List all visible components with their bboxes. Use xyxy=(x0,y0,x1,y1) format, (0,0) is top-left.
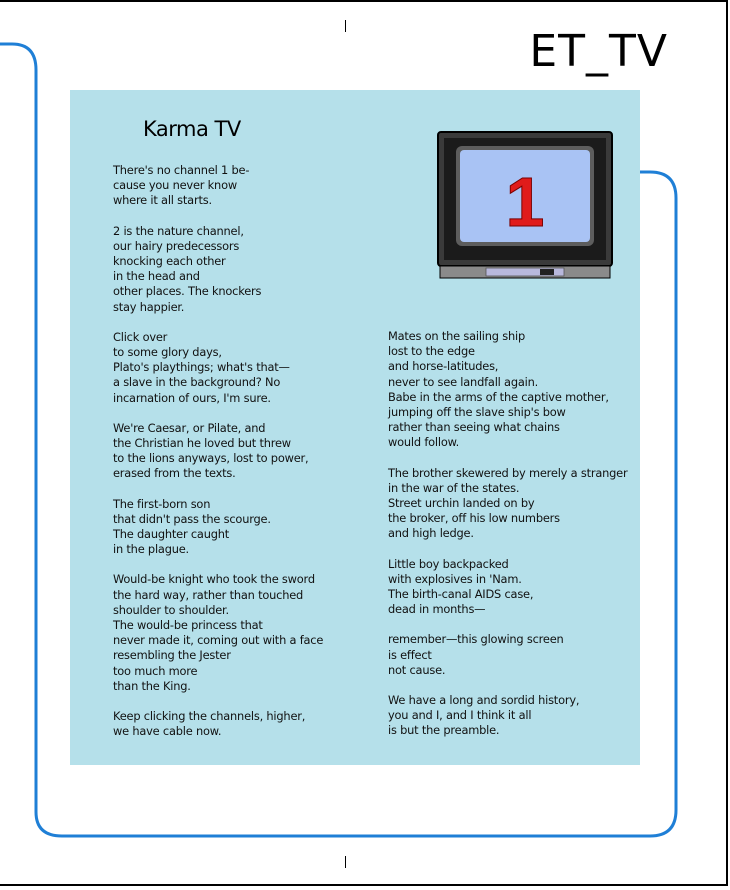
top-center-tick xyxy=(345,20,346,32)
poem-line: erased from the texts. xyxy=(113,466,236,481)
bottom-center-tick xyxy=(345,856,346,868)
poem-line: you and I, and I think it all xyxy=(388,708,532,723)
poem-stanza xyxy=(113,497,363,558)
poem-line: to some glory days, xyxy=(113,345,222,360)
poem-line: is effect xyxy=(388,647,432,662)
poem-line: and high ledge. xyxy=(388,526,474,541)
poem-line: we have cable now. xyxy=(113,724,222,739)
poem-line: The birth-canal AIDS case, xyxy=(388,587,534,602)
poem-line: where it all starts. xyxy=(113,193,212,208)
poem-line: the broker, off his low numbers xyxy=(388,511,560,526)
poem-stanza xyxy=(388,466,633,542)
tv-channel-number: 1 xyxy=(505,163,545,241)
poem-line: incarnation of ours, I'm sure. xyxy=(113,390,271,405)
poem-line: that didn't pass the scourge. xyxy=(113,511,271,526)
poem-line: not cause. xyxy=(388,662,446,677)
poem-line: with explosives in 'Nam. xyxy=(388,571,522,586)
poem-line: shoulder to shoulder. xyxy=(113,602,229,617)
poem-line: We have a long and sordid history, xyxy=(388,693,580,708)
poem-line: our hairy predecessors xyxy=(113,238,240,253)
poem-line: to the lions anyways, lost to power, xyxy=(113,451,309,466)
poem-line: The brother skewered by merely a stranger xyxy=(388,465,628,480)
poem-line: is but the preamble. xyxy=(388,723,500,738)
poem-line: than the King. xyxy=(113,678,191,693)
poem-line: in the war of the states. xyxy=(388,480,520,495)
poem-line: resembling the Jester xyxy=(113,648,231,663)
poem-line: The would-be princess that xyxy=(113,618,263,633)
poem-stanza xyxy=(113,330,363,406)
poem-line: would follow. xyxy=(388,435,460,450)
poem-line: Street urchin landed on by xyxy=(388,496,535,511)
poem-line: cause you never know xyxy=(113,178,237,193)
poem-line: Would-be knight who took the sword xyxy=(113,572,315,587)
poem-line: 2 is the nature channel, xyxy=(113,223,244,238)
poem-title: Karma TV xyxy=(143,117,241,141)
poem-stanza xyxy=(113,572,363,694)
poem-stanza xyxy=(113,163,363,209)
poem-line: Click over xyxy=(113,329,168,344)
poem-line: in the head and xyxy=(113,269,200,284)
poem-line: Keep clicking the channels, higher, xyxy=(113,709,306,724)
poem-line: other places. The knockers xyxy=(113,284,262,299)
poem-line: the Christian he loved but threw xyxy=(113,436,291,451)
page-header-title: ET_TV xyxy=(529,26,668,77)
poem-stanza xyxy=(113,224,363,315)
poem-line: in the plague. xyxy=(113,542,189,557)
poem-line: dead in months— xyxy=(388,602,486,617)
poem-stanza xyxy=(388,329,633,451)
poem-line: rather than seeing what chains xyxy=(388,420,560,435)
poem-line: remember—this glowing screen xyxy=(388,632,564,647)
poem-line: The daughter caught xyxy=(113,527,230,542)
poem-stanza xyxy=(388,632,633,678)
poem-stanza xyxy=(388,557,633,618)
poem-line: Little boy backpacked xyxy=(388,556,509,571)
poem-stanza xyxy=(113,709,363,739)
poem-line: the hard way, rather than touched xyxy=(113,587,304,602)
poem-line: a slave in the background? No xyxy=(113,375,281,390)
poem-line: Babe in the arms of the captive mother, xyxy=(388,389,609,404)
poem-line: knocking each other xyxy=(113,254,226,269)
poem-line: The first-born son xyxy=(113,496,211,511)
poem-line: never made it, coming out with a face xyxy=(113,633,324,648)
poem-left-column xyxy=(113,163,363,755)
poem-line: and horse-latitudes, xyxy=(388,359,499,374)
poem-line: There's no channel 1 be- xyxy=(113,163,250,177)
poem-right-column xyxy=(388,329,633,754)
poem-line: lost to the edge xyxy=(388,344,475,359)
tv-icon xyxy=(436,130,614,282)
poem-line: We're Caesar, or Pilate, and xyxy=(113,420,266,435)
poem-line: Plato's playthings; what's that— xyxy=(113,360,290,375)
poem-stanza xyxy=(113,421,363,482)
poem-stanza xyxy=(388,693,633,739)
poem-line: Mates on the sailing ship xyxy=(388,329,525,343)
poem-line: never to see landfall again. xyxy=(388,374,539,389)
poem-line: jumping off the slave ship's bow xyxy=(388,405,566,420)
poem-line: too much more xyxy=(113,663,198,678)
poem-panel xyxy=(70,90,640,765)
poem-line: stay happier. xyxy=(113,299,185,314)
